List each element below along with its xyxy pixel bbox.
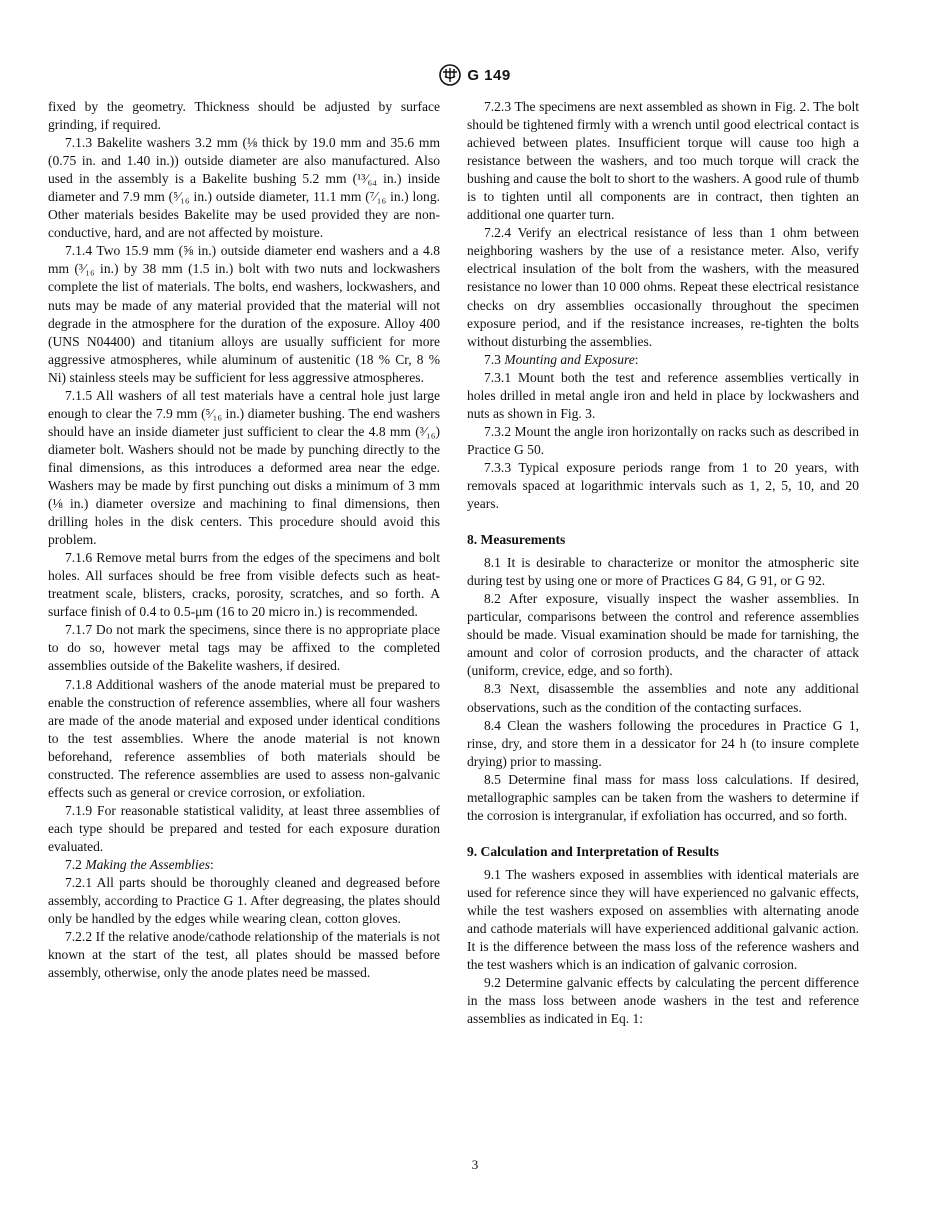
section-heading-measurements: 8. Measurements — [467, 532, 566, 548]
subsection-number: 7.2 — [65, 856, 82, 872]
left-column — [48, 98, 440, 982]
page-header — [0, 62, 950, 88]
paragraph-7-2-2: 7.2.2 If the relative anode/cathode relationship of the materials is not known at the start of the test, all plates should be massed before assembly, otherwise, only the anode plates need be massed. — [48, 929, 440, 981]
page-number: 3 — [471, 1157, 479, 1172]
paragraph-7-1-6: 7.1.6 Remove metal burrs from the edges of the specimens and bolt holes. All surfaces should be free from visible defects such as heat-treatment scale, blisters, cracks, porosity, scratches, and so forth. A surface finish of 0.4 to 0.5-μm (16 to 20 micro in.) is recommended. — [48, 550, 440, 620]
paragraph-8-3: 8.3 Next, disassemble the assemblies and note any additional observations, such as the condition of the contacting surfaces. — [467, 681, 859, 715]
paragraph-7-1-4: 7.1.4 Two 15.9 mm (⅝ in.) outside diameter end washers and a 4.8 mm (³⁄₁₆ in.) by 38 mm (1.5 in.) bolt with two nuts and lockwashers complete the list of materials. The bolts, end washers, lockwashers, and nuts may be made of any material provided that the material will not degrade in the atmosphere for the duration of the exposure. Alloy 400 (UNS N04400) and titanium alloys are usually sufficient for more aggressive atmospheres, while aluminum of austenitic (18 % Cr, 8 % Ni) stainless steels may be sufficient for less aggressive atmospheres. — [48, 243, 440, 385]
paragraph-7-3-1: 7.3.1 Mount both the test and reference assemblies vertically in holes drilled in metal angle iron and held in place by lockwashers and nuts as shown in Fig. 3. — [467, 369, 859, 421]
document-designation: G 149 — [467, 66, 511, 84]
paragraph-7-1-8: 7.1.8 Additional washers of the anode material must be prepared to enable the construction of reference assemblies, where all four washers are made of the anode material and exposed under identical conditions to the test assemblies. Where the anode material is not known beforehand, reference assemblies of both materials should be constructed. The reference assemblies are used to assess non-galvanic effects such as general or crevice corrosion, or exfoliation. — [48, 676, 440, 800]
subsection-suffix: : — [210, 856, 214, 872]
paragraph-9-2: 9.2 Determine galvanic effects by calculating the percent difference in the mass loss between anode washers in the test and reference assemblies as indicated in Eq. 1: — [467, 975, 859, 1027]
paragraph-7-2-1: 7.2.1 All parts should be thoroughly cleaned and degreased before assembly, according to Practice G 1. After degreasing, the plates should only be handled by the edges while wearing clean, cotton gloves. — [48, 875, 440, 927]
subsection-suffix: : — [634, 351, 639, 367]
paragraph-7-1-5: 7.1.5 All washers of all test materials have a central hole just large enough to clear the 7.9 mm (⁵⁄₁₆ in.) diameter bushing. The end washers should have an inside diameter just sufficient to clear the 4.8 mm (³⁄₁₆) diameter bolt. Washers should not be made by punching directly to the final dimensions, as this introduces a deformed area near the edge. Washers may be made by first punching out disks a minimum of 3 mm (⅛ in.) diameter oversize and machining to final dimensions, then drilling holes in the disk centers. This procedure should avoid this problem. — [48, 387, 440, 548]
paragraph-8-5: 8.5 Determine final mass for mass loss calculations. If desired, metallographic samples can be taken from the washers to determine if the corrosion is intergranular, if exfoliation has occurred, and so forth. — [467, 771, 859, 823]
subsection-7-2-heading — [48, 856, 440, 874]
paragraph-7-1-3: 7.1.3 Bakelite washers 3.2 mm (⅛ thick by 19.0 mm and 35.6 mm (0.75 in. and 1.40 in.)) outside diameter are also manufactured. Also used in the assembly is a Bakelite bushing 5.2 mm (¹³⁄₆₄ in.) inside diameter and 7.9 mm (⁵⁄₁₆ in.) outside diameter, 11.1 mm (⁷⁄₁₆ in.) long. Other materials besides Bakelite may be used provided they are non-conductive, hard, and are not affected by moisture. — [48, 135, 440, 241]
paragraph-9-1: 9.1 The washers exposed in assemblies with identical materials are used for reference since they will have experienced no galvanic effects, while the test washers exposed on assemblies with alternating anode and cathode materials will have experienced additional galvanic action. It is the difference between the mass loss of the reference washers and the test washers which is an indication of galvanic corrosion. — [467, 866, 859, 973]
section-heading-calculation: 9. Calculation and Interpretation of Results — [467, 843, 719, 859]
paragraph-7-3-2: 7.3.2 Mount the angle iron horizontally on racks such as described in Practice G 50. — [467, 423, 859, 457]
paragraph-7-1-9: 7.1.9 For reasonable statistical validity, at least three assemblies of each type should be prepared and tested for each exposure duration evaluated. — [48, 802, 440, 854]
subsection-title: Making the Assemblies — [85, 856, 210, 872]
paragraph-8-1: 8.1 It is desirable to characterize or monitor the atmospheric site during test by using one or more of Practices G 84, G 91, or G 92. — [467, 555, 859, 589]
astm-logo-icon — [439, 64, 461, 86]
paragraph-7-2-4: 7.2.4 Verify an electrical resistance of less than 1 ohm between neighboring washers by the use of a resistance meter. Also, verify electrical insulation of the bolt from the washers, with the measured resistance no lower than 10 000 ohms. Repeat these electrical resistance checks on dry assemblies occasionally throughout the specimen exposure period, and if the resistance increases, re-tighten the bolts without disturbing the assemblies. — [467, 225, 859, 349]
right-column — [467, 98, 859, 1028]
paragraph-7-3-3: 7.3.3 Typical exposure periods range from 1 to 20 years, with removals spaced at logarithmic intervals such as 1, 2, 5, 10, and 20 years. — [467, 459, 859, 512]
subsection-title: Mounting and Exposure — [504, 351, 635, 367]
subsection-number: 7.3 — [484, 351, 501, 367]
paragraph-7-1-7: 7.1.7 Do not mark the specimens, since there is no appropriate place to do so, however metal tags may be affixed to the completed assemblies outside of the Bakelite washers, if desired. — [48, 622, 440, 674]
paragraph-7-2-3: 7.2.3 The specimens are next assembled as shown in Fig. 2. The bolt should be tightened firmly with a wrench until good electrical contact is achieved between plates. Insufficient torque will cause too high a resistance between the washers, and too much torque will crack the bushing and cause the bolt to short to the washers. A good rule of thumb is to tighten until all components are in contract, then tighten an additional one quarter turn. — [467, 99, 859, 223]
paragraph-8-4: 8.4 Clean the washers following the procedures in Practice G 1, rinse, dry, and store them in a dessicator for 24 h (to insure complete drying) prior to massing. — [467, 717, 859, 769]
paragraph-8-2: 8.2 After exposure, visually inspect the washer assemblies. In particular, comparisons between the control and reference assemblies should be made. Visual examination should be made for tarnishing, the amount and color of corrosion products, and the character of attack (uniform, crevice, edge, and so forth). — [467, 591, 859, 679]
subsection-7-3-heading — [467, 351, 859, 369]
paragraph: fixed by the geometry. Thickness should be adjusted by surface grinding, if required. — [48, 99, 440, 133]
